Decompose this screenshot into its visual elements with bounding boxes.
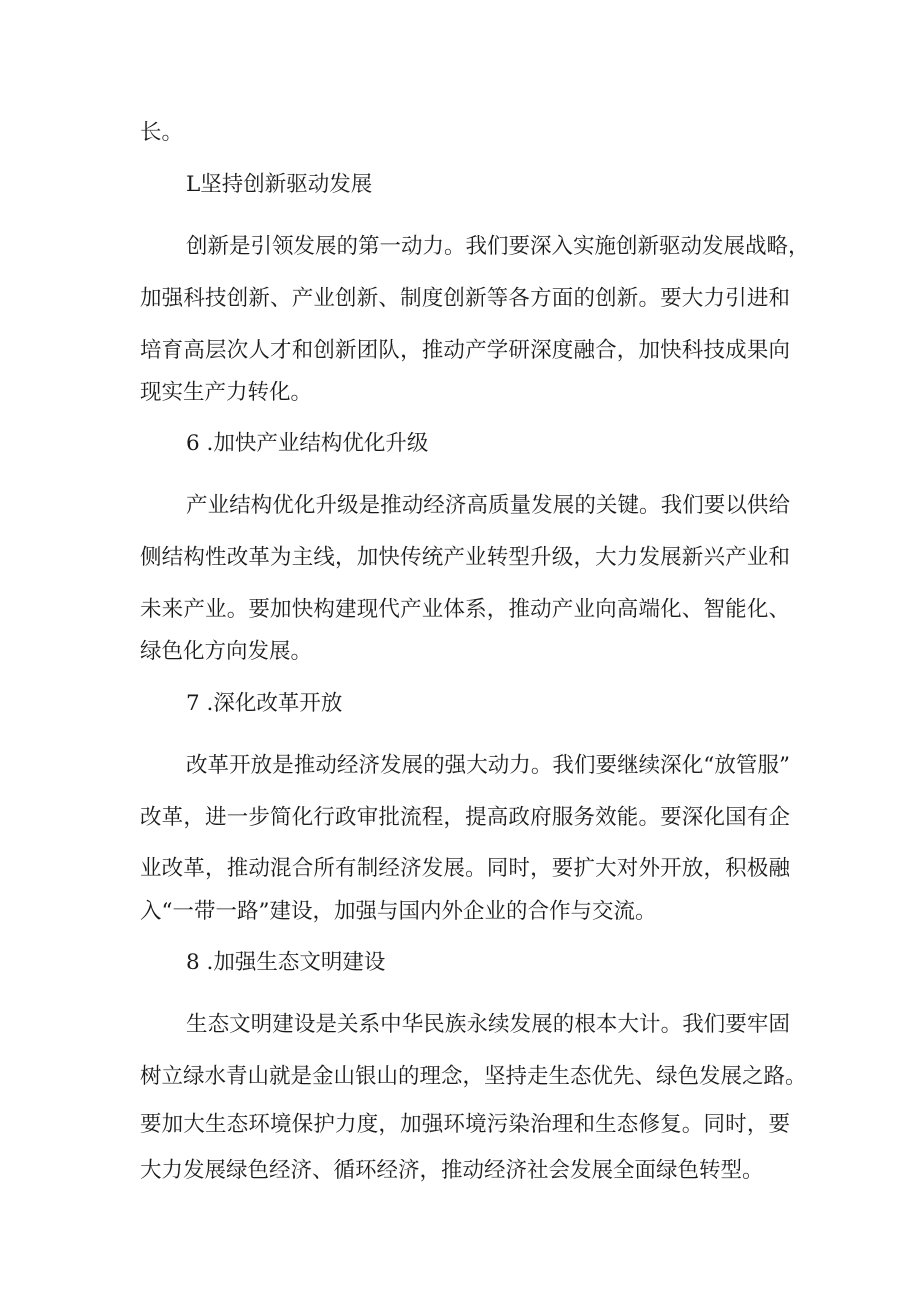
paragraph-industry-line-4: 绿色化方向发展。 — [140, 639, 313, 664]
paragraph-reform-line-1: 改革开放是推动经济发展的强大动力。我们要继续深化“放管服” — [186, 753, 790, 778]
paragraph-innovation-line-1: 创新是引领发展的第一动力。我们要深入实施创新驱动发展战略， — [186, 234, 810, 259]
paragraph-industry-line-2: 侧结构性改革为主线，加快传统产业转型升级，大力发展新兴产业和 — [140, 545, 790, 570]
paragraph-ecology-line-1: 生态文明建设是关系中华民族永续发展的根本大计。我们要牢固 — [186, 1012, 790, 1037]
section-heading-innovation: L坚持创新驱动发展 — [186, 172, 373, 197]
paragraph-reform-line-2: 改革，进一步简化行政审批流程，提高政府服务效能。要深化国有企 — [140, 805, 790, 830]
paragraph-reform-line-3: 业改革，推动混合所有制经济发展。同时，要扩大对外开放，积极融 — [140, 856, 790, 881]
paragraph-innovation-line-2: 加强科技创新、产业创新、制度创新等各方面的创新。要大力引进和 — [140, 286, 790, 311]
paragraph-ecology-line-4: 大力发展绿色经济、循环经济，推动经济社会发展全面绿色转型。 — [140, 1158, 764, 1183]
paragraph-ecology-line-3: 要加大生态环境保护力度，加强环境污染治理和生态修复。同时，要 — [140, 1112, 790, 1137]
paragraph-industry-line-3: 未来产业。要加快构建现代产业体系，推动产业向高端化、智能化、 — [140, 597, 790, 622]
section-heading-ecology: 8 .加强生态文明建设 — [186, 950, 386, 975]
paragraph-continuation-line: 长。 — [140, 120, 184, 145]
section-heading-reform: 7 .深化改革开放 — [186, 691, 343, 716]
paragraph-innovation-line-4: 现实生产力转化。 — [140, 380, 313, 405]
paragraph-industry-line-1: 产业结构优化升级是推动经济高质量发展的关键。我们要以供给 — [186, 493, 790, 518]
section-heading-industry: 6 .加快产业结构优化升级 — [186, 431, 429, 456]
paragraph-reform-line-4: 入“一带一路”建设，加强与国内外企业的合作与交流。 — [140, 899, 657, 924]
paragraph-innovation-line-3: 培育高层次人才和创新团队，推动产学研深度融合，加快科技成果向 — [140, 338, 790, 363]
paragraph-ecology-line-2: 树立绿水青山就是金山银山的理念，坚持走生态优先、绿色发展之路。 — [140, 1064, 807, 1089]
